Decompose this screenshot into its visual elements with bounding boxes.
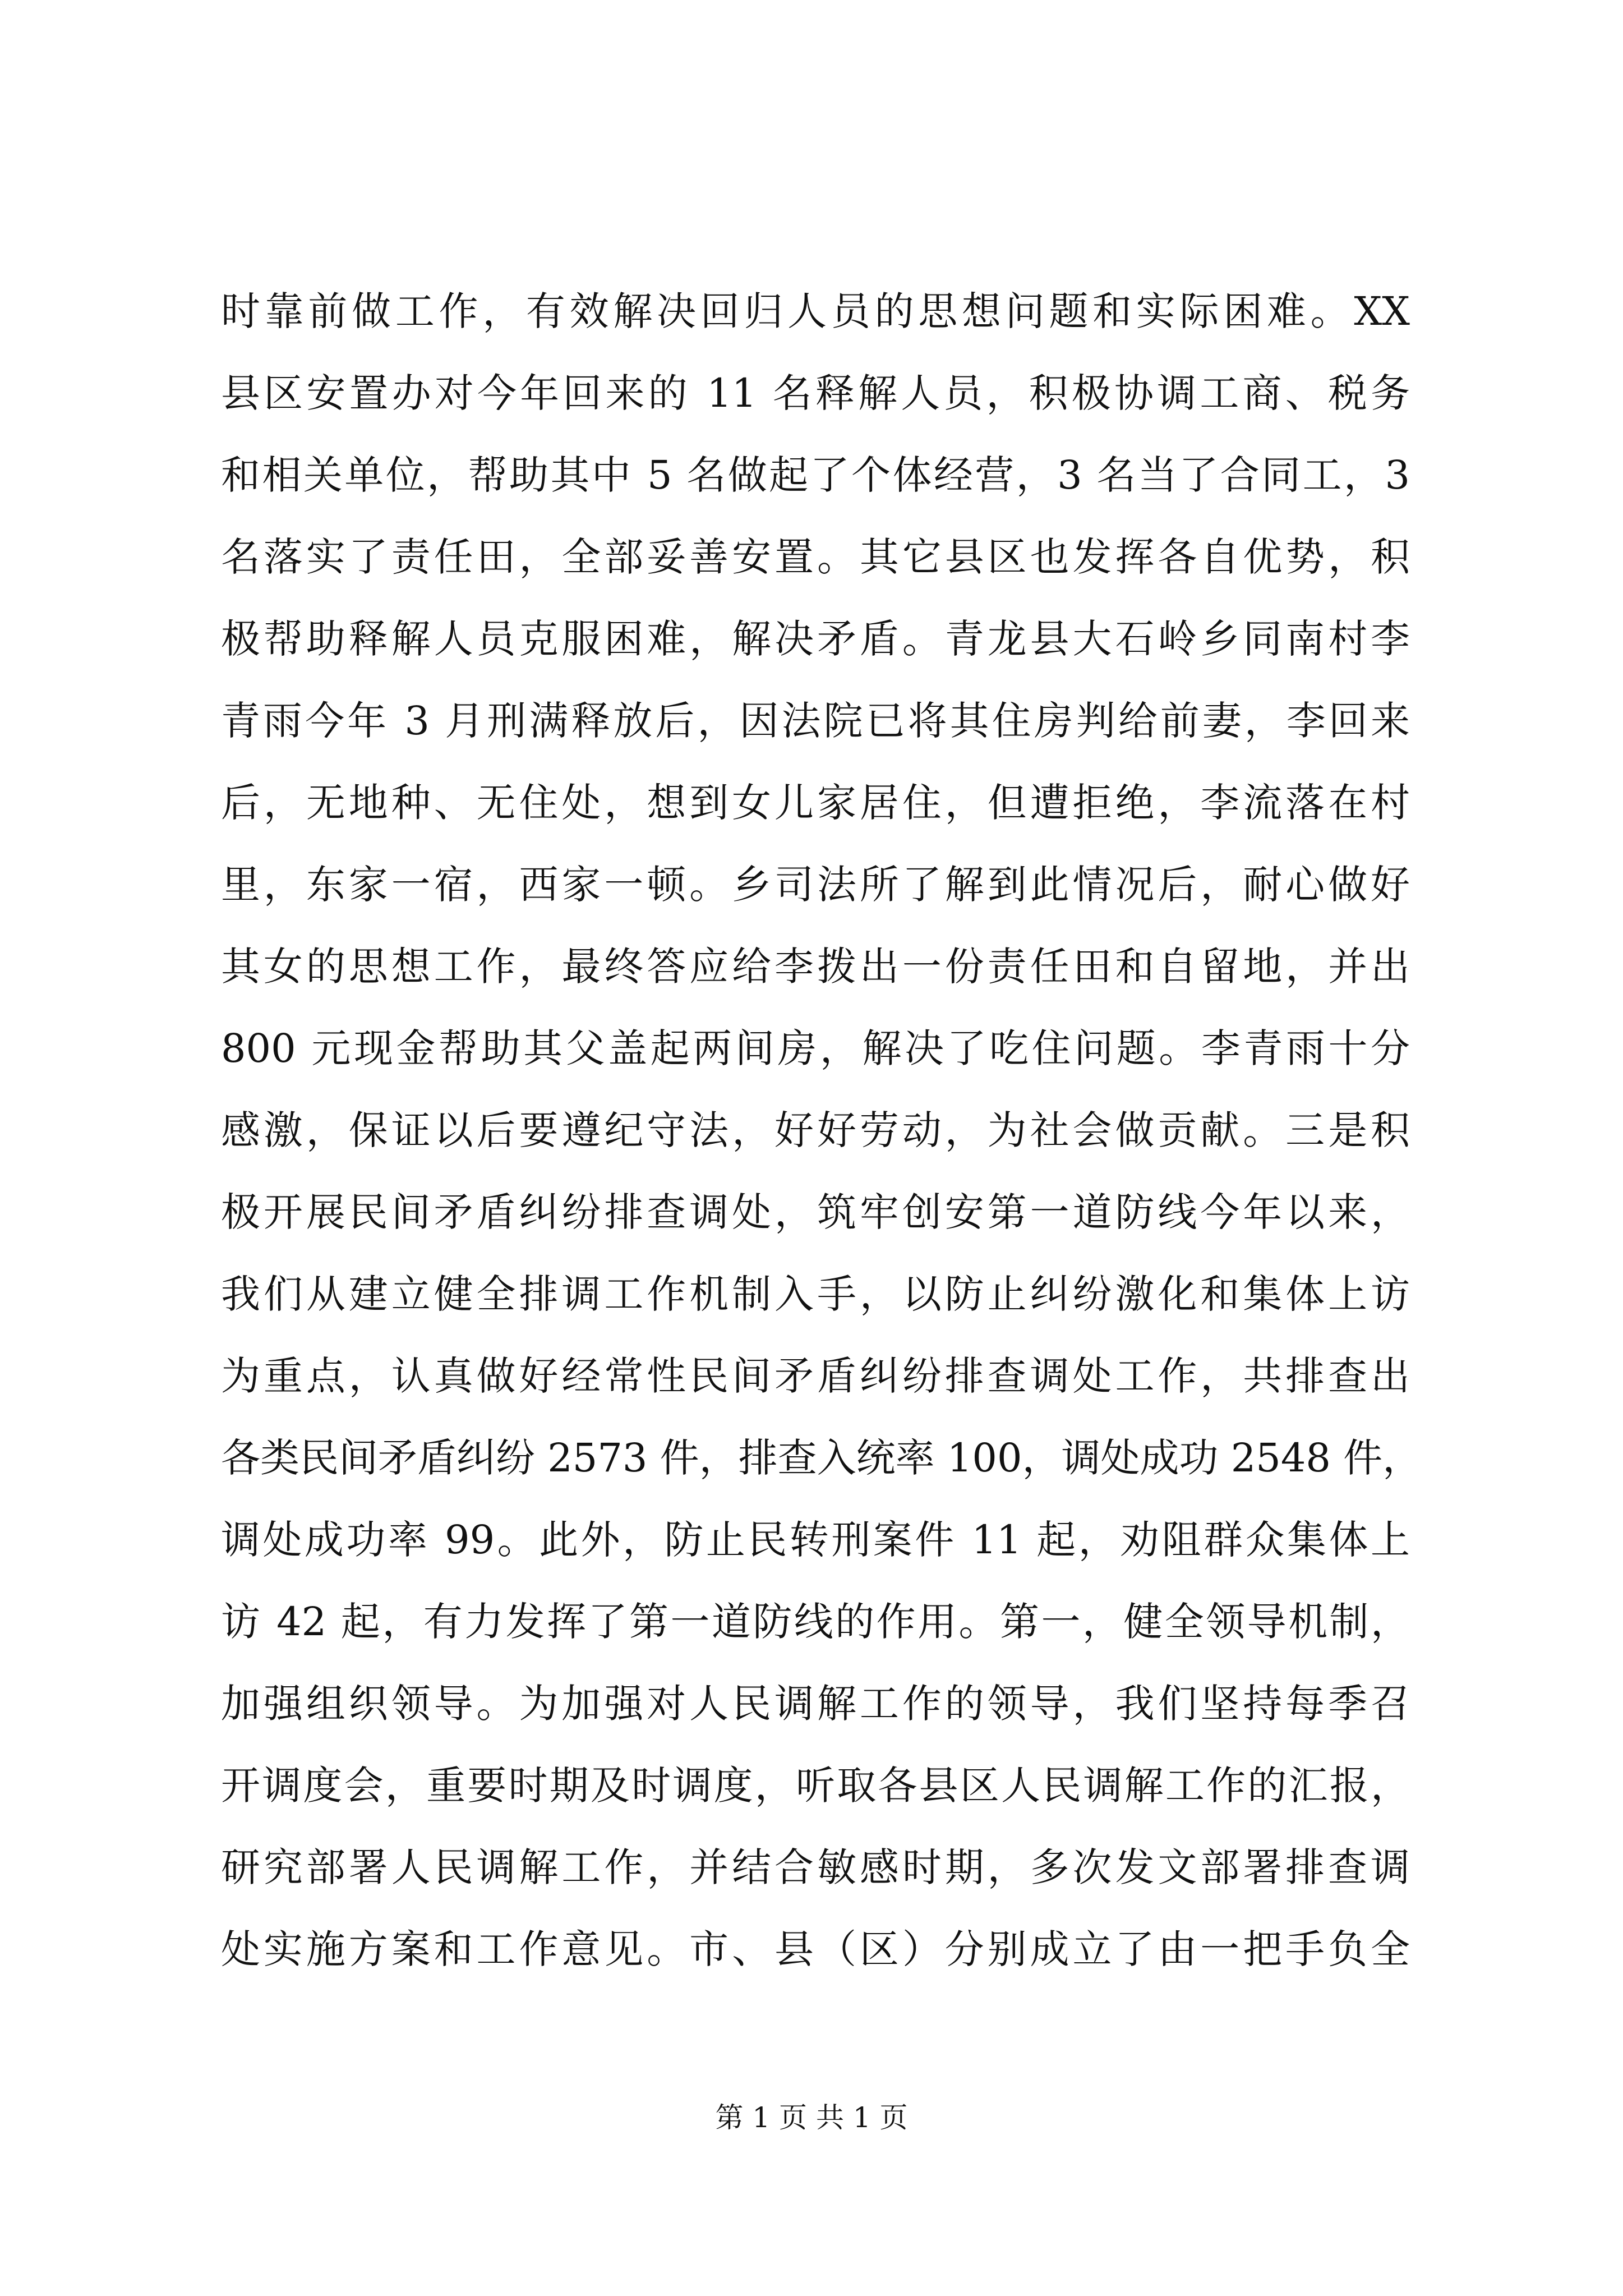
- text-line: 调处成功率 99。此外，防止民转刑案件 11 起，劝阻群众集体上: [221, 1517, 1410, 1563]
- text-line: 极开展民间矛盾纠纷排查调处，筑牢创安第一道防线今年以来，: [221, 1189, 1410, 1235]
- text-line: 开调度会，重要时期及时调度，听取各县区人民调解工作的汇报，: [221, 1763, 1410, 1809]
- body-text: [221, 270, 1422, 1990]
- text-line: 后，无地种、无住处，想到女儿家居住，但遭拒绝，李流落在村: [221, 780, 1410, 826]
- text-line: 各类民间矛盾纠纷 2573 件，排查入统率 100，调处成功 2548 件，: [221, 1435, 1422, 1481]
- text-line: 800 元现金帮助其父盖起两间房，解决了吃住问题。李青雨十分: [221, 1025, 1410, 1071]
- text-line: 极帮助释解人员克服困难，解决矛盾。青龙县大石岭乡同南村李: [221, 616, 1410, 662]
- text-line: 加强组织领导。为加强对人民调解工作的领导，我们坚持每季召: [221, 1681, 1410, 1727]
- text-line: 访 42 起，有力发挥了第一道防线的作用。第一，健全领导机制，: [221, 1599, 1410, 1645]
- text-line: 和相关单位，帮助其中 5 名做起了个体经营，3 名当了合同工，3: [221, 452, 1410, 498]
- text-line: 县区安置办对今年回来的 11 名释解人员，积极协调工商、税务: [221, 370, 1410, 416]
- text-line: 名落实了责任田，全部妥善安置。其它县区也发挥各自优势，积: [221, 534, 1410, 580]
- text-line: 青雨今年 3 月刑满释放后，因法院已将其住房判给前妻，李回来: [221, 698, 1410, 744]
- text-line: 其女的思想工作，最终答应给李拨出一份责任田和自留地，并出: [221, 944, 1410, 990]
- text-line: 我们从建立健全排调工作机制入手，以防止纠纷激化和集体上访: [221, 1271, 1410, 1317]
- text-line: 为重点，认真做好经常性民间矛盾纠纷排查调处工作，共排查出: [221, 1353, 1410, 1399]
- text-line: 研究部署人民调解工作，并结合敏感时期，多次发文部署排查调: [221, 1844, 1410, 1890]
- text-line: 处实施方案和工作意见。市、县（区）分别成立了由一把手负全: [221, 1926, 1410, 1972]
- text-line: 时靠前做工作，有效解决回归人员的思想问题和实际困难。XX: [221, 288, 1410, 334]
- page-footer: 第 1 页 共 1 页: [715, 2101, 908, 2134]
- text-line: 里，东家一宿，西家一顿。乡司法所了解到此情况后，耐心做好: [221, 862, 1410, 908]
- text-line: 感激，保证以后要遵纪守法，好好劳动，为社会做贡献。三是积: [221, 1107, 1410, 1153]
